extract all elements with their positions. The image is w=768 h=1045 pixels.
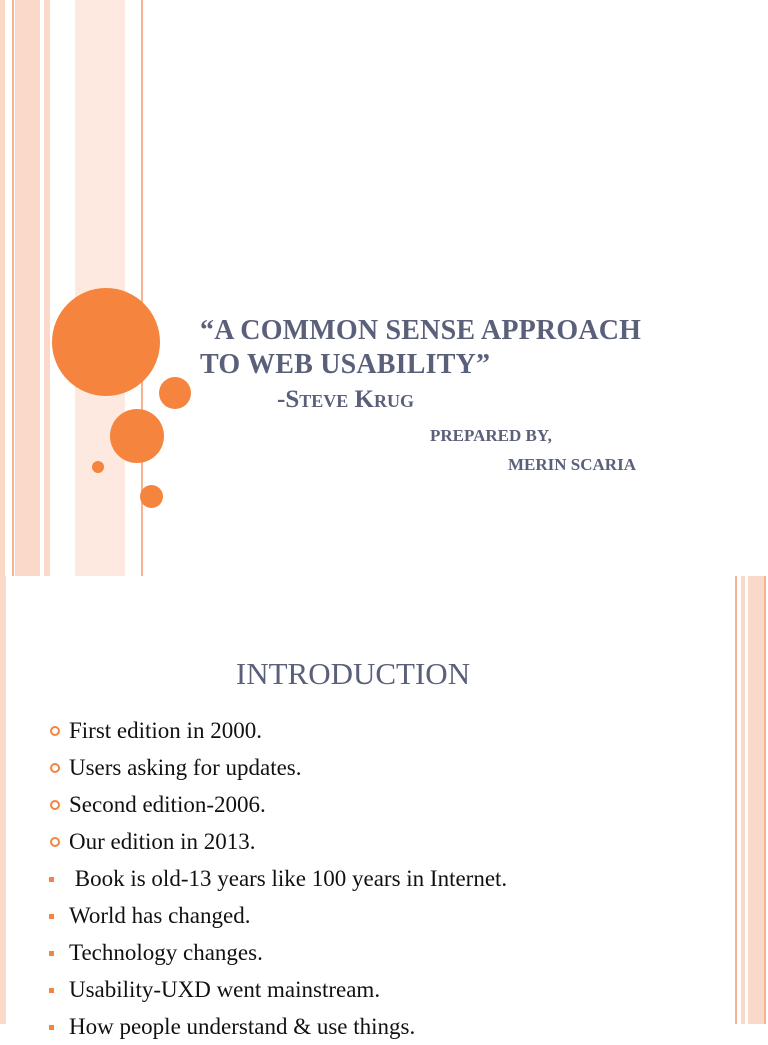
ring-bullet-icon [50,837,60,847]
author-name: -Steve Krug [277,386,414,413]
decor-stripe [0,0,5,576]
list-item-text: Our edition in 2013. [69,829,256,854]
square-bullet-icon [49,988,54,993]
list-item-text: Users asking for updates. [69,755,302,780]
square-bullet-icon [49,914,54,919]
presenter-name: MERIN SCARIA [508,455,636,474]
title-line: “A COMMON SENSE APPROACH [200,315,642,346]
title-line: TO WEB USABILITY” [200,349,491,380]
list-item [48,786,507,823]
square-bullet-icon [49,951,54,956]
list-item [48,860,507,897]
decor-stripe [15,0,40,576]
square-bullet-icon [49,877,54,882]
ring-bullet-icon [50,763,60,773]
decor-stripe [735,576,737,1024]
list-item-text: Book is old-13 years like 100 years in Internet. [69,866,508,891]
decor-stripe [0,576,6,1024]
decor-stripe [741,576,745,1024]
slide-heading: INTRODUCTION [235,656,471,691]
list-item-text: How people understand & use things. [69,1014,416,1039]
slide-title [200,314,740,382]
introduction-slide [0,576,768,1039]
prepared-by-label: PREPARED BY, [430,426,552,445]
list-item [48,749,507,786]
list-item-text: Technology changes. [69,940,263,965]
decor-circle-small [159,377,191,409]
ring-bullet-icon [50,800,60,810]
list-item [48,823,507,860]
list-item [48,712,507,749]
decor-circle-tiny [92,461,104,473]
decor-stripe [12,0,14,576]
list-item-text: World has changed. [69,903,251,928]
ring-bullet-icon [50,726,60,736]
decor-circle-medium [110,409,164,463]
list-item-text: Second edition-2006. [69,792,266,817]
list-item [48,934,507,971]
decor-stripe [44,0,50,576]
bullet-list [48,712,507,1045]
list-item-text: First edition in 2000. [69,718,262,743]
list-item [48,897,507,934]
decor-circle-small [140,485,163,508]
list-item-text: Usability-UXD went mainstream. [69,977,381,1002]
decor-circle-large [52,288,160,396]
list-item [48,971,507,1008]
decor-stripe [764,576,766,1024]
list-item [48,1008,507,1045]
square-bullet-icon [49,1025,54,1030]
